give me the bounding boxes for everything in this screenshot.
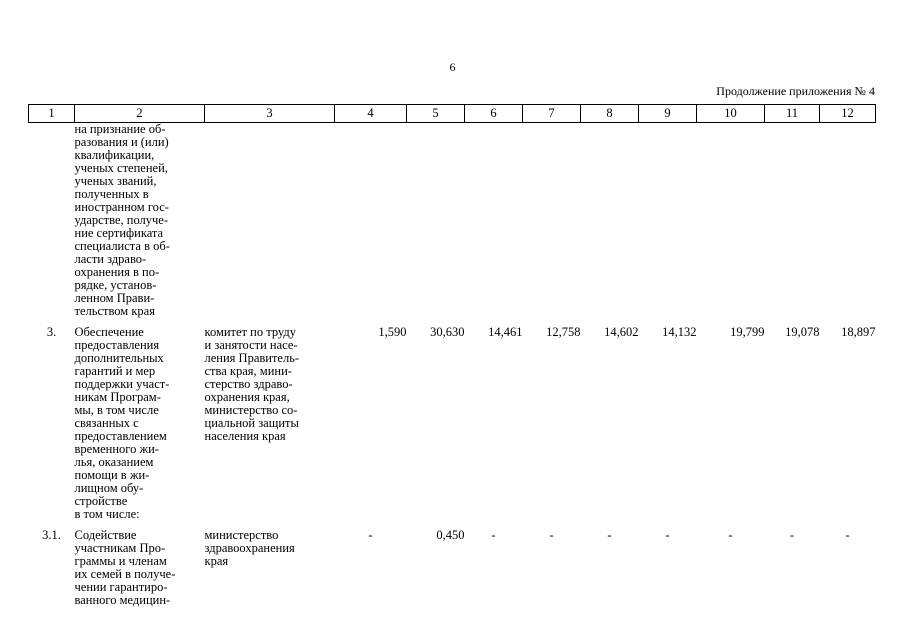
row-executor-cell: комитет по труду и занятости насе- ления Правитель- ства края, мини- стерство здраво- охранения края, министерство со- циальной защиты населения края — [204, 325, 300, 443]
header-row — [29, 105, 876, 123]
table-row — [29, 326, 876, 508]
row-executor-cell: министерство здравоохранения края — [204, 528, 295, 568]
value-cell: 0,450 — [436, 528, 465, 542]
value-cell: 19,078 — [785, 325, 820, 339]
subheader-label: в том числе: — [74, 507, 140, 521]
row-number: 3.1. — [42, 528, 61, 542]
value-cell: 14,602 — [604, 325, 639, 339]
row-number: 3. — [46, 325, 57, 339]
table-row — [29, 123, 876, 319]
value-cell: - — [728, 528, 733, 542]
value-cell: - — [789, 528, 795, 542]
column-header-6: 6 — [465, 105, 523, 123]
value-cell: - — [607, 528, 612, 542]
page-number: 6 — [449, 60, 456, 74]
value-cell: 19,799 — [730, 325, 765, 339]
column-header-8: 8 — [581, 105, 639, 123]
row-name-cell: Обеспечение предоставления дополнительных гарантий и мер поддержки участ- никам Програм- мы, в том числе связанных с предоставлением временного жи- лья, оказанием помощи в жи- лищном обу- стройстве — [74, 325, 170, 508]
subheader-row — [29, 508, 876, 521]
column-header-7: 7 — [523, 105, 581, 123]
row-name-cell: Содействие участникам Про- граммы и членам их семей в получе- чении гарантиро- ванного медицин- — [74, 528, 176, 607]
column-header-10: 10 — [697, 105, 765, 123]
continuation-note: Продолжение приложения № 4 — [716, 84, 875, 98]
value-cell: 14,132 — [662, 325, 697, 339]
column-header-2: 2 — [75, 105, 205, 123]
column-header-11: 11 — [765, 105, 820, 123]
value-cell: - — [549, 528, 554, 542]
appendix-table — [28, 104, 876, 607]
column-header-12: 12 — [820, 105, 876, 123]
value-cell: 18,897 — [841, 325, 876, 339]
column-header-4: 4 — [335, 105, 407, 123]
value-cell: - — [368, 528, 373, 542]
value-cell: - — [845, 528, 850, 542]
value-cell: 1,590 — [378, 325, 407, 339]
value-cell: 14,461 — [488, 325, 523, 339]
column-header-3: 3 — [205, 105, 335, 123]
value-cell: 30,630 — [430, 325, 465, 339]
row-name-cell: на признание об- разования и (или) квалификации, ученых степеней, ученых званий, полученных в иностранном гос- ударстве, получе- ние сертификата специалиста в об- ласти здраво- охранения в по- рядке, установ- ленном Прави- тельством края — [74, 122, 170, 318]
value-cell: - — [665, 528, 670, 542]
column-header-1: 1 — [29, 105, 75, 123]
value-cell: 12,758 — [546, 325, 581, 339]
value-cell: - — [491, 528, 496, 542]
table-row — [29, 529, 876, 607]
column-header-5: 5 — [407, 105, 465, 123]
column-header-9: 9 — [639, 105, 697, 123]
